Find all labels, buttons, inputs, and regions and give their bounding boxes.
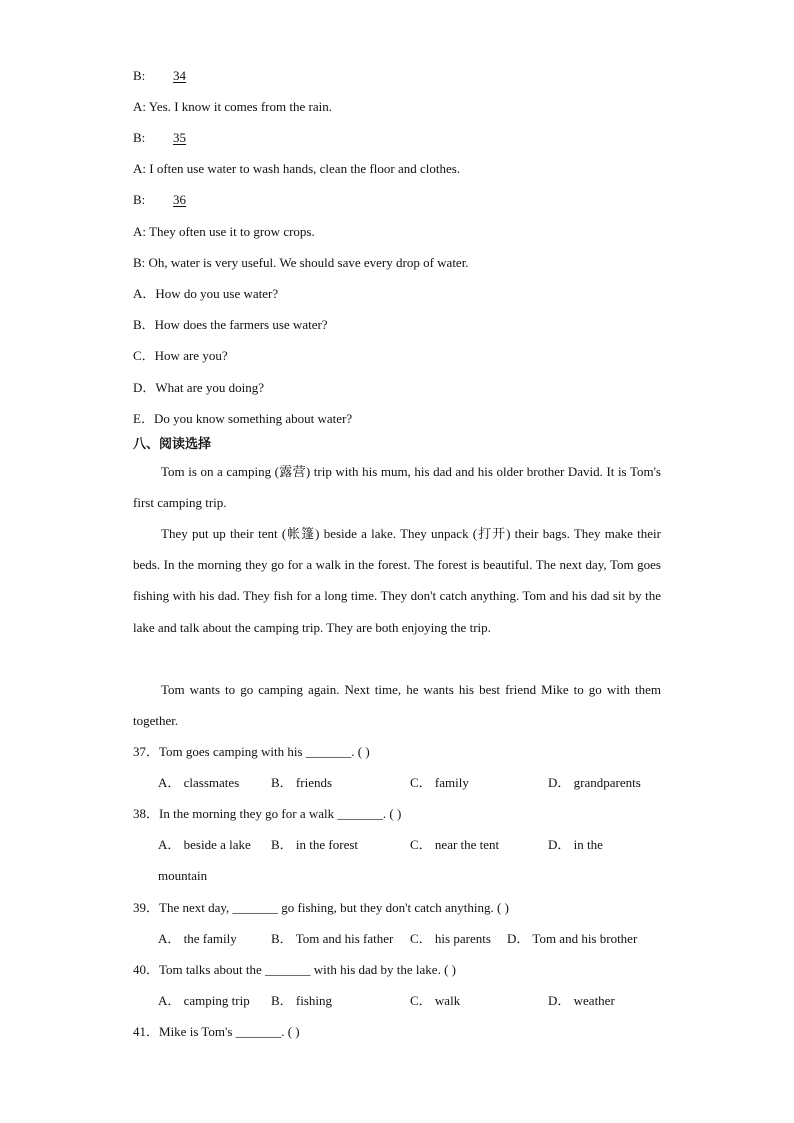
dialogue-text: Oh, water is very useful. We should save every drop of water. bbox=[148, 255, 469, 270]
choice-label: D． bbox=[133, 380, 156, 395]
option-label: D． bbox=[507, 931, 530, 946]
option-text: grandparents bbox=[573, 775, 641, 790]
option-label: A． bbox=[158, 931, 181, 946]
answer-blank: _______ bbox=[264, 962, 311, 977]
question-stem bbox=[133, 1024, 300, 1040]
option-text: friends bbox=[295, 775, 333, 790]
option-b bbox=[271, 993, 332, 1009]
dialogue-blank: 36 bbox=[173, 192, 187, 207]
question-text: Tom goes camping with his bbox=[159, 744, 306, 759]
option-text: classmates bbox=[183, 775, 240, 790]
option-text: Tom and his father bbox=[295, 931, 394, 946]
option-label: C． bbox=[410, 775, 432, 790]
choice-text: Do you know something about water? bbox=[153, 411, 353, 426]
option-label: C． bbox=[410, 837, 432, 852]
question-number: 39． bbox=[133, 900, 160, 915]
question-number: 41． bbox=[133, 1024, 160, 1039]
question-text: The next day, bbox=[159, 900, 233, 915]
dialogue-text: They often use it to grow crops. bbox=[149, 224, 315, 239]
option-label: D． bbox=[548, 837, 571, 852]
dialogue-blank: 34 bbox=[173, 68, 187, 83]
passage-paragraph: Tom is on a camping (露营) trip with his mum, his dad and his older brother David. It is Tom's first camping trip. bbox=[133, 464, 661, 511]
answer-blank: _______ bbox=[232, 900, 279, 915]
speaker: B: bbox=[133, 255, 146, 270]
speaker: A: bbox=[133, 161, 146, 176]
dialogue-text: Yes. I know it comes from the rain. bbox=[148, 99, 332, 114]
option-c bbox=[410, 837, 499, 853]
option-label: D． bbox=[548, 993, 571, 1008]
question-text: with his dad by the lake. ( ) bbox=[310, 962, 456, 977]
option-text: his parents bbox=[434, 931, 491, 946]
question-text: . ( ) bbox=[351, 744, 370, 759]
option-text: beside a lake bbox=[183, 837, 251, 852]
question-stem bbox=[133, 806, 401, 822]
dialogue-line bbox=[133, 68, 203, 84]
option-a bbox=[158, 775, 239, 791]
option-d-wrap: mountain bbox=[158, 868, 208, 883]
choice-text: How does the farmers use water? bbox=[154, 317, 328, 332]
dialogue-line bbox=[133, 99, 332, 115]
choice-label: B． bbox=[133, 317, 155, 332]
option-text: near the tent bbox=[434, 837, 500, 852]
section-title: 八、阅读选择 bbox=[133, 437, 212, 452]
option-text: weather bbox=[573, 993, 615, 1008]
speaker: B: bbox=[133, 130, 146, 145]
option-text: in the bbox=[573, 837, 603, 852]
option-d bbox=[548, 993, 615, 1009]
speaker: A: bbox=[133, 99, 146, 114]
option-label: A． bbox=[158, 993, 181, 1008]
option-b bbox=[271, 837, 358, 853]
question-stem bbox=[133, 900, 509, 916]
option-a bbox=[158, 837, 251, 853]
option-d bbox=[548, 837, 603, 853]
choice-label: C． bbox=[133, 348, 155, 363]
question-number: 40． bbox=[133, 962, 160, 977]
option-c bbox=[410, 931, 491, 947]
option-c bbox=[410, 775, 469, 791]
choice-item bbox=[133, 317, 328, 333]
option-d bbox=[507, 931, 637, 947]
dialogue-line bbox=[133, 130, 203, 146]
dialogue-line bbox=[133, 224, 315, 240]
option-text: the family bbox=[183, 931, 237, 946]
option-text: family bbox=[434, 775, 469, 790]
option-label: A． bbox=[158, 837, 181, 852]
dialogue-text: I often use water to wash hands, clean the floor and clothes. bbox=[149, 161, 461, 176]
option-label: B． bbox=[271, 775, 293, 790]
question-text: . ( ) bbox=[281, 1024, 300, 1039]
option-text: walk bbox=[434, 993, 461, 1008]
option-label: B． bbox=[271, 837, 293, 852]
option-label: D． bbox=[548, 775, 571, 790]
choice-item bbox=[133, 411, 352, 427]
option-label: C． bbox=[410, 931, 432, 946]
choice-label: A． bbox=[133, 286, 156, 301]
option-c bbox=[410, 993, 460, 1009]
question-number: 37． bbox=[133, 744, 160, 759]
option-b bbox=[271, 775, 332, 791]
option-label: B． bbox=[271, 993, 293, 1008]
speaker: B: bbox=[133, 68, 146, 83]
dialogue-line bbox=[133, 161, 460, 177]
option-label: C． bbox=[410, 993, 432, 1008]
choice-text: How do you use water? bbox=[155, 286, 279, 301]
dialogue-line bbox=[133, 192, 203, 208]
answer-blank: _______ bbox=[337, 806, 383, 821]
option-text: camping trip bbox=[183, 993, 250, 1008]
option-d bbox=[548, 775, 641, 791]
option-text: fishing bbox=[295, 993, 333, 1008]
option-label: B． bbox=[271, 931, 293, 946]
question-stem bbox=[133, 962, 456, 978]
question-text: In the morning they go for a walk bbox=[159, 806, 338, 821]
question-number: 38． bbox=[133, 806, 160, 821]
option-a bbox=[158, 993, 250, 1009]
option-text: in the forest bbox=[295, 837, 359, 852]
answer-blank: _______ bbox=[235, 1024, 282, 1039]
dialogue-blank: 35 bbox=[173, 130, 187, 145]
question-text: go fishing, but they don't catch anything. ( ) bbox=[278, 900, 509, 915]
passage-paragraph: Tom wants to go camping again. Next time, he wants his best friend Mike to go with them together. bbox=[133, 682, 661, 729]
option-b bbox=[271, 931, 393, 947]
question-text: . ( ) bbox=[382, 806, 402, 821]
dialogue-line bbox=[133, 255, 469, 271]
answer-blank: _______ bbox=[305, 744, 352, 759]
speaker: A: bbox=[133, 224, 146, 239]
question-stem bbox=[133, 744, 370, 760]
option-text: Tom and his brother bbox=[532, 931, 638, 946]
choice-item bbox=[133, 348, 228, 364]
choice-text: How are you? bbox=[154, 348, 228, 363]
passage-paragraph: They put up their tent (帐篷) beside a lake. They unpack (打开) their bags. They make their beds. In the morning they go for a walk in the forest. The forest is beautiful. The next day, Tom goes fishing with his dad. They fish for a long time. They don't catch anything. Tom and his dad sit by the lake and talk about the camping trip. They are both enjoying the trip. bbox=[133, 526, 661, 635]
question-text: Mike is Tom's bbox=[159, 1024, 236, 1039]
option-label: A． bbox=[158, 775, 181, 790]
choice-text: What are you doing? bbox=[155, 380, 265, 395]
option-a bbox=[158, 931, 237, 947]
choice-item bbox=[133, 380, 264, 396]
speaker: B: bbox=[133, 192, 146, 207]
choice-item bbox=[133, 286, 278, 302]
question-text: Tom talks about the bbox=[159, 962, 265, 977]
choice-label: E． bbox=[133, 411, 154, 426]
